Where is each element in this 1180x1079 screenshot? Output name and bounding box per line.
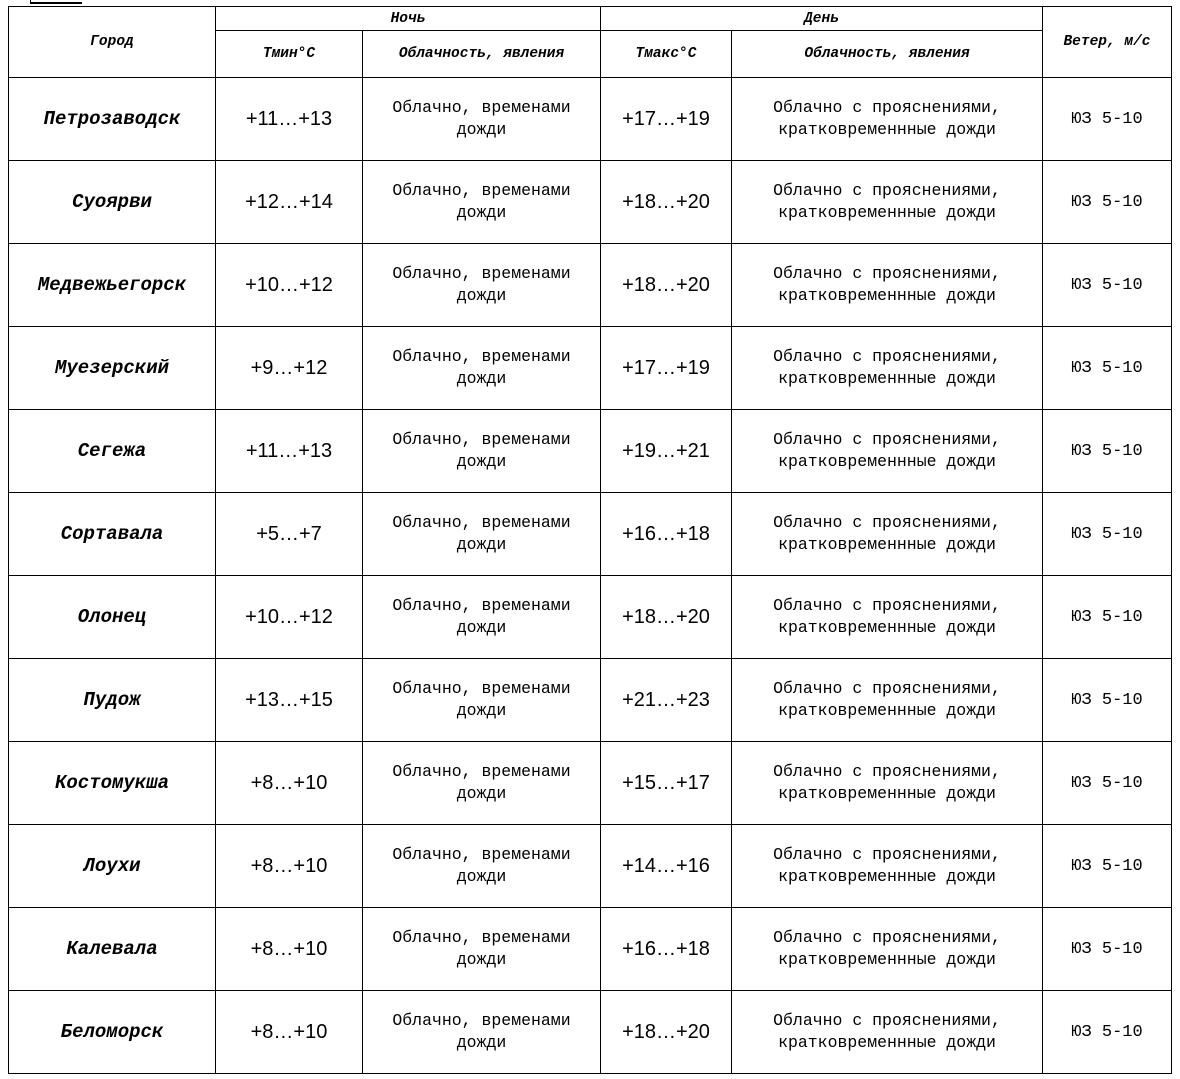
day-conditions-cell-text: Облачно с прояснениями, кратковременнные дожди <box>773 1011 1001 1052</box>
day-conditions-cell-text: Облачно с прояснениями, кратковременнные дожди <box>773 430 1001 471</box>
day-conditions-cell-text: Облачно с прояснениями, кратковременнные дожди <box>773 679 1001 720</box>
tmax-cell <box>601 161 732 244</box>
tmax-cell-text: +18…+20 <box>622 605 710 628</box>
tmin-cell <box>216 908 363 991</box>
tmin-cell <box>216 825 363 908</box>
wind-cell <box>1043 908 1172 991</box>
tmin-cell-text: +8…+10 <box>250 771 328 794</box>
wind-cell-text: ЮЗ 5-10 <box>1071 856 1143 876</box>
header-day-clouds-label: Облачность, явления <box>804 46 970 62</box>
city-cell-text: Костомукша <box>54 772 170 794</box>
tmin-cell <box>216 576 363 659</box>
page-edge-mark <box>30 0 82 4</box>
tmin-cell <box>216 410 363 493</box>
tmax-cell-text: +14…+16 <box>622 854 710 877</box>
header-night-clouds <box>363 31 601 78</box>
wind-cell <box>1043 742 1172 825</box>
table-row <box>9 742 1172 825</box>
tmin-cell <box>216 742 363 825</box>
tmax-cell <box>601 908 732 991</box>
wind-cell-text: ЮЗ 5-10 <box>1071 358 1143 378</box>
day-conditions-cell <box>732 742 1043 825</box>
night-conditions-cell-text: Облачно, временами дожди <box>392 596 571 637</box>
day-conditions-cell <box>732 327 1043 410</box>
tmax-cell-text: +17…+19 <box>622 107 710 130</box>
wind-cell <box>1043 991 1172 1074</box>
city-cell-text: Медвежьегорск <box>37 274 187 296</box>
day-conditions-cell <box>732 825 1043 908</box>
city-cell <box>9 410 216 493</box>
city-cell-text: Лоухи <box>83 855 141 877</box>
wind-cell <box>1043 410 1172 493</box>
table-row <box>9 493 1172 576</box>
night-conditions-cell <box>363 493 601 576</box>
weather-forecast-table <box>8 6 1172 1074</box>
tmin-cell-text: +8…+10 <box>250 854 328 877</box>
day-conditions-cell-text: Облачно с прояснениями, кратковременнные дожди <box>773 347 1001 388</box>
tmin-cell-text: +8…+10 <box>250 937 328 960</box>
day-conditions-cell <box>732 244 1043 327</box>
tmax-cell <box>601 410 732 493</box>
city-cell <box>9 825 216 908</box>
wind-cell <box>1043 659 1172 742</box>
wind-cell <box>1043 493 1172 576</box>
night-conditions-cell <box>363 908 601 991</box>
night-conditions-cell <box>363 78 601 161</box>
tmin-cell <box>216 659 363 742</box>
city-cell-text: Сегежа <box>77 440 147 462</box>
night-conditions-cell-text: Облачно, временами дожди <box>392 430 571 471</box>
day-conditions-cell-text: Облачно с прояснениями, кратковременнные дожди <box>773 181 1001 222</box>
table-row <box>9 659 1172 742</box>
night-conditions-cell <box>363 991 601 1074</box>
night-conditions-cell-text: Облачно, временами дожди <box>392 347 571 388</box>
night-conditions-cell <box>363 576 601 659</box>
wind-cell <box>1043 825 1172 908</box>
tmax-cell <box>601 742 732 825</box>
night-conditions-cell-text: Облачно, временами дожди <box>392 264 571 305</box>
tmax-cell-text: +17…+19 <box>622 356 710 379</box>
city-cell <box>9 742 216 825</box>
wind-cell-text: ЮЗ 5-10 <box>1071 275 1143 295</box>
city-cell-text: Сортавала <box>60 523 164 545</box>
header-day: День <box>601 7 1043 31</box>
day-conditions-cell <box>732 991 1043 1074</box>
header-city: Город <box>9 7 216 78</box>
night-conditions-cell <box>363 825 601 908</box>
table-row <box>9 327 1172 410</box>
city-cell-text: Суоярви <box>72 191 152 213</box>
tmin-cell-text: +9…+12 <box>250 356 328 379</box>
forecast-body <box>9 78 1172 1074</box>
header-tmin: Тмин°C <box>216 31 363 78</box>
tmin-cell-text: +12…+14 <box>245 190 333 213</box>
table-row <box>9 161 1172 244</box>
night-conditions-cell <box>363 327 601 410</box>
wind-cell-text: ЮЗ 5-10 <box>1071 690 1143 710</box>
tmax-cell-text: +18…+20 <box>622 190 710 213</box>
night-conditions-cell-text: Облачно, временами дожди <box>392 845 571 886</box>
wind-cell-text: ЮЗ 5-10 <box>1071 441 1143 461</box>
day-conditions-cell-text: Облачно с прояснениями, кратковременнные дожди <box>773 596 1001 637</box>
day-conditions-cell <box>732 908 1043 991</box>
tmin-cell <box>216 493 363 576</box>
tmax-cell <box>601 78 732 161</box>
tmin-cell-text: +13…+15 <box>245 688 333 711</box>
tmax-cell-text: +19…+21 <box>622 439 710 462</box>
day-conditions-cell-text: Облачно с прояснениями, кратковременнные дожди <box>773 264 1001 305</box>
city-cell <box>9 991 216 1074</box>
tmax-cell <box>601 659 732 742</box>
wind-cell <box>1043 244 1172 327</box>
table-row <box>9 78 1172 161</box>
city-cell <box>9 576 216 659</box>
day-conditions-cell-text: Облачно с прояснениями, кратковременнные дожди <box>773 845 1001 886</box>
day-conditions-cell-text: Облачно с прояснениями, кратковременнные дожди <box>773 513 1001 554</box>
city-cell-text: Олонец <box>77 606 147 628</box>
header-row-top <box>9 7 1172 31</box>
night-conditions-cell <box>363 742 601 825</box>
wind-cell-text: ЮЗ 5-10 <box>1071 607 1143 627</box>
city-cell <box>9 493 216 576</box>
city-cell-text: Муезерский <box>54 357 170 379</box>
city-cell <box>9 161 216 244</box>
tmax-cell <box>601 825 732 908</box>
tmin-cell-text: +11…+13 <box>245 439 333 462</box>
table-row <box>9 825 1172 908</box>
wind-cell-text: ЮЗ 5-10 <box>1071 939 1143 959</box>
day-conditions-cell-text: Облачно с прояснениями, кратковременнные дожди <box>773 928 1001 969</box>
night-conditions-cell <box>363 410 601 493</box>
night-conditions-cell-text: Облачно, временами дожди <box>392 181 571 222</box>
tmin-cell <box>216 161 363 244</box>
city-cell <box>9 244 216 327</box>
tmax-cell <box>601 576 732 659</box>
header-tmax: Тмакс°C <box>601 31 732 78</box>
tmax-cell-text: +15…+17 <box>622 771 710 794</box>
tmax-cell <box>601 493 732 576</box>
tmin-cell-text: +10…+12 <box>245 273 333 296</box>
tmax-cell <box>601 991 732 1074</box>
wind-cell <box>1043 327 1172 410</box>
tmin-cell <box>216 244 363 327</box>
day-conditions-cell-text: Облачно с прояснениями, кратковременнные дожди <box>773 98 1001 139</box>
city-cell <box>9 78 216 161</box>
day-conditions-cell <box>732 493 1043 576</box>
tmax-cell-text: +21…+23 <box>622 688 710 711</box>
wind-cell <box>1043 576 1172 659</box>
table-row <box>9 410 1172 493</box>
day-conditions-cell <box>732 161 1043 244</box>
night-conditions-cell-text: Облачно, временами дожди <box>392 513 571 554</box>
wind-cell <box>1043 78 1172 161</box>
night-conditions-cell-text: Облачно, временами дожди <box>392 762 571 803</box>
city-cell <box>9 908 216 991</box>
day-conditions-cell <box>732 410 1043 493</box>
tmin-cell <box>216 78 363 161</box>
night-conditions-cell <box>363 244 601 327</box>
wind-cell <box>1043 161 1172 244</box>
tmax-cell <box>601 244 732 327</box>
night-conditions-cell-text: Облачно, временами дожди <box>392 679 571 720</box>
wind-cell-text: ЮЗ 5-10 <box>1071 1022 1143 1042</box>
city-cell-text: Беломорск <box>60 1021 164 1043</box>
city-cell-text: Калевала <box>66 938 158 960</box>
table-row <box>9 908 1172 991</box>
city-cell-text: Пудож <box>83 689 141 711</box>
wind-cell-text: ЮЗ 5-10 <box>1071 773 1143 793</box>
night-conditions-cell-text: Облачно, временами дожди <box>392 928 571 969</box>
tmin-cell-text: +10…+12 <box>245 605 333 628</box>
wind-cell-text: ЮЗ 5-10 <box>1071 109 1143 129</box>
tmax-cell-text: +16…+18 <box>622 937 710 960</box>
header-wind <box>1043 7 1172 78</box>
table-row <box>9 244 1172 327</box>
tmin-cell-text: +8…+10 <box>250 1020 328 1043</box>
day-conditions-cell-text: Облачно с прояснениями, кратковременнные дожди <box>773 762 1001 803</box>
tmax-cell <box>601 327 732 410</box>
tmin-cell <box>216 991 363 1074</box>
table-row <box>9 576 1172 659</box>
day-conditions-cell <box>732 576 1043 659</box>
tmin-cell-text: +5…+7 <box>256 522 322 545</box>
night-conditions-cell <box>363 161 601 244</box>
wind-cell-text: ЮЗ 5-10 <box>1071 524 1143 544</box>
tmax-cell-text: +18…+20 <box>622 1020 710 1043</box>
day-conditions-cell <box>732 78 1043 161</box>
night-conditions-cell-text: Облачно, временами дожди <box>392 98 571 139</box>
day-conditions-cell <box>732 659 1043 742</box>
tmin-cell-text: +11…+13 <box>245 107 333 130</box>
table-row <box>9 991 1172 1074</box>
header-night: Ночь <box>216 7 601 31</box>
city-cell <box>9 659 216 742</box>
wind-cell-text: ЮЗ 5-10 <box>1071 192 1143 212</box>
header-night-clouds-label: Облачность, явления <box>398 46 565 62</box>
header-wind-label: Ветер, м/с <box>1063 34 1151 50</box>
city-cell <box>9 327 216 410</box>
tmax-cell-text: +18…+20 <box>622 273 710 296</box>
night-conditions-cell <box>363 659 601 742</box>
tmax-cell-text: +16…+18 <box>622 522 710 545</box>
tmin-cell <box>216 327 363 410</box>
city-cell-text: Петрозаводск <box>43 108 181 130</box>
header-day-clouds <box>732 31 1043 78</box>
night-conditions-cell-text: Облачно, временами дожди <box>392 1011 571 1052</box>
